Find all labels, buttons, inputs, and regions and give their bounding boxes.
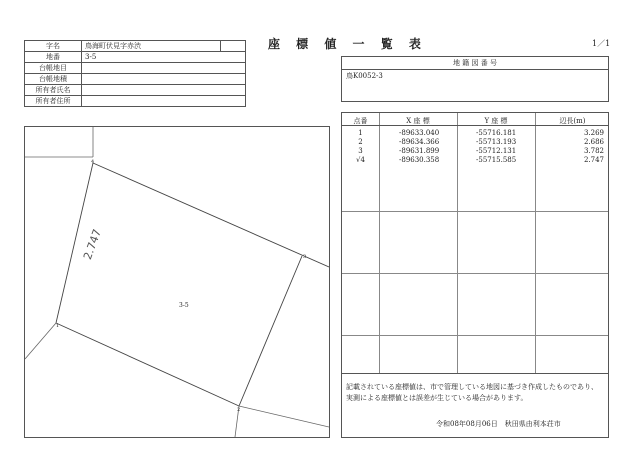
point-label-1: 1 xyxy=(56,323,60,329)
info-label: 所有者住所 xyxy=(25,96,82,107)
info-row xyxy=(25,63,246,74)
info-label: 字名 xyxy=(25,41,82,52)
side-length: 2.686 xyxy=(583,138,604,146)
info-label: 台帳地目 xyxy=(25,63,82,74)
map-reference-box xyxy=(341,56,609,102)
page-number: 1／1 xyxy=(592,39,611,48)
point-label-2: 2 xyxy=(237,407,241,413)
info-value xyxy=(82,96,246,107)
parcel-drawing xyxy=(25,127,329,437)
side-length: 3.782 xyxy=(583,147,604,155)
handwritten-note: 2.747 xyxy=(81,227,104,262)
info-row xyxy=(25,96,246,107)
issue-footer: 令和08年08月06日 秋田県由利本荘市 xyxy=(436,420,561,428)
info-label: 台帳地積 xyxy=(25,74,82,85)
point-number: 1 xyxy=(358,129,363,137)
parcel-info-table xyxy=(24,40,246,107)
x-coordinate: -89631.899 xyxy=(399,147,440,155)
info-label: 所有者氏名 xyxy=(25,85,82,96)
point-number: 3 xyxy=(358,147,363,155)
info-row xyxy=(25,52,246,63)
map-reference-value: 鳥K0052-3 xyxy=(346,72,383,80)
map-reference-label: 地 籍 図 番 号 xyxy=(453,59,497,67)
point-number: 2 xyxy=(358,138,363,146)
info-value: 鳥海町伏見字赤渋 xyxy=(82,41,221,52)
boundary-line xyxy=(93,163,329,267)
info-value xyxy=(82,63,246,74)
y-coordinate: -55716.181 xyxy=(476,129,517,137)
point-number: √4 xyxy=(356,156,365,164)
info-label: 地番 xyxy=(25,52,82,63)
x-coordinate: -89633.040 xyxy=(399,129,440,137)
y-coordinate: -55712.131 xyxy=(476,147,517,155)
note-line-2: 実測による座標値とは誤差が生じている場合があります。 xyxy=(346,394,528,402)
point-label-4: 4 xyxy=(91,159,95,165)
info-row xyxy=(25,85,246,96)
x-coordinate: -89630.358 xyxy=(399,156,440,164)
info-value: 3-5 xyxy=(82,52,246,63)
x-coordinate: -89634.366 xyxy=(399,138,440,146)
boundary-line xyxy=(239,256,302,406)
point-label-3: 3 xyxy=(303,254,307,260)
info-row xyxy=(25,41,246,52)
column-header: 点番 xyxy=(353,117,368,125)
note-line-1: 記載されている座標値は、市で管理している地図に基づき作成したものであり、 xyxy=(346,383,598,391)
boundary-line xyxy=(56,323,239,406)
y-coordinate: -55713.193 xyxy=(476,138,517,146)
side-length: 3.269 xyxy=(583,129,604,137)
y-coordinate: -55715.585 xyxy=(476,156,517,164)
info-extra xyxy=(221,41,246,52)
info-value xyxy=(82,74,246,85)
side-length: 2.747 xyxy=(583,156,604,164)
info-row xyxy=(25,74,246,85)
info-value xyxy=(82,85,246,96)
parcel-label: 3-5 xyxy=(179,302,189,309)
coordinate-table xyxy=(341,112,609,374)
column-header: 辺長(m) xyxy=(559,117,586,125)
column-header: Y 座 標 xyxy=(484,117,508,125)
notes-box xyxy=(341,374,609,438)
column-header: X 座 標 xyxy=(406,117,430,125)
sheet-title: 座 標 値 一 覧 表 xyxy=(268,37,427,51)
parcel-drawing-frame xyxy=(24,126,330,438)
